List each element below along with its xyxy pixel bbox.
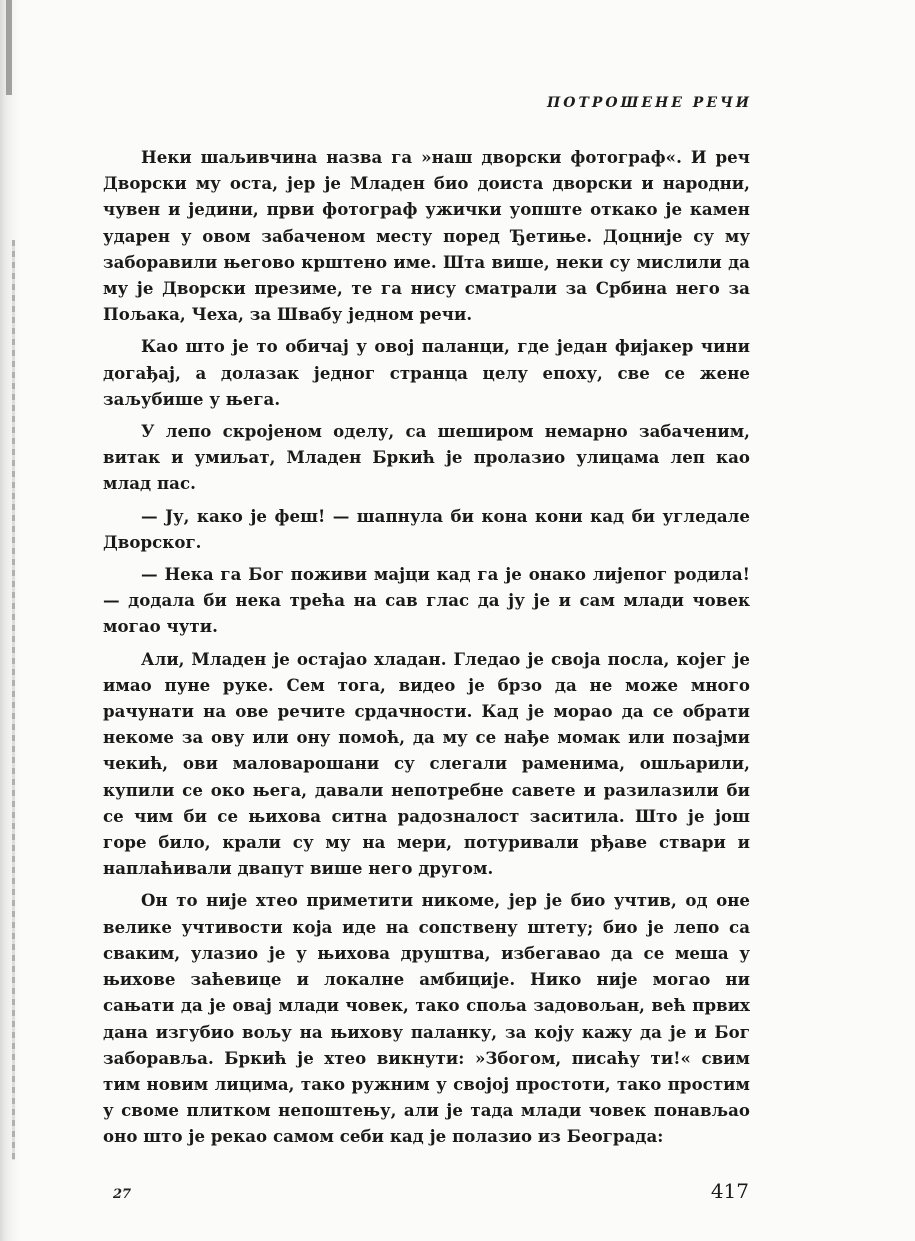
page-number: 417 — [710, 1179, 749, 1203]
paragraph-4: — Ју, како је феш! — шапнула би кона кони кад би угледале Дворског. — [103, 505, 750, 552]
binding-shadow — [0, 0, 22, 1241]
binding-stitching — [12, 240, 15, 1160]
paragraph-2: Као што је то обичај у овој паланци, где један фијакер чини догађај, а долазак једног странца целу епоху, све се жене заљубише у њега. — [103, 336, 750, 409]
paragraph-1: Неки шаљивчина назва га »наш дворски фотограф«. И реч Дворски му оста, јер је Младен био доиста дворски и народни, чувен и једини, први фотограф ужички уопште откако је камен ударен у овом забаченом месту поред Ђетиње. Доцније су му заборавили његово крштено име. Шта више, неки су мислили да му је Дворски презиме, те га нису сматрали за Србина него за Пољака, Чеха, за Швабу једном речи. — [103, 147, 750, 325]
signature-mark: 27 — [113, 1187, 132, 1202]
body-text — [103, 144, 750, 1150]
binding-mark-top — [6, 0, 12, 95]
running-head: ПОТРОШЕНЕ РЕЧИ — [547, 95, 752, 111]
paragraph-5: — Нека га Бог поживи мајци кад га је онако лијепог родила! — додала би нека трећа на сав глас да ју је и сам млади човек могао чути. — [103, 564, 750, 637]
paragraph-6: Али, Младен је остајао хладан. Гледао је своја посла, којег је имао пуне руке. Сем тога, видео је брзо да не може много рачунати на ове речите срдачности. Кад је морао да се обрати некоме за ову или ону помоћ, да му се нађе момак или позајми чекић, ови маловарошани су слегали раменима, ошљарили, купили се око њега, давали непотребне савете и разилазили би се чим би се њихова ситна радозналост заситила. Што је још горе било, крали су му на мери, потуривали рђаве ствари и наплаћивали двапут више него другом. — [103, 648, 750, 879]
paragraph-3: У лепо скројеном оделу, са шеширом немарно забаченим, витак и умиљат, Младен Бркић је пролазио улицама леп као млад пас. — [103, 421, 750, 494]
paragraph-7: Он то није хтео приметити никоме, јер је био учтив, од оне велике учтивости која иде на сопствену штету; био је лепо са сваким, улазио је у њихова друштва, избегавао да се меша у њихове заћевице и локалне амбиције. Нико није могао ни сањати да је овај млади човек, тако споља задовољан, већ првих дана изгубио вољу на њихову паланку, за коју кажу да је и Бог заборавља. Бркић је хтео викнути: »Збогом, писаћу ти!« свим тим новим лицима, тако ружним у својој простоти, тако простим у своме плитком непоштењу, али је тада млади човек понављао оно што је рекао самом себи кад је полазио из Београда: — [103, 890, 750, 1147]
